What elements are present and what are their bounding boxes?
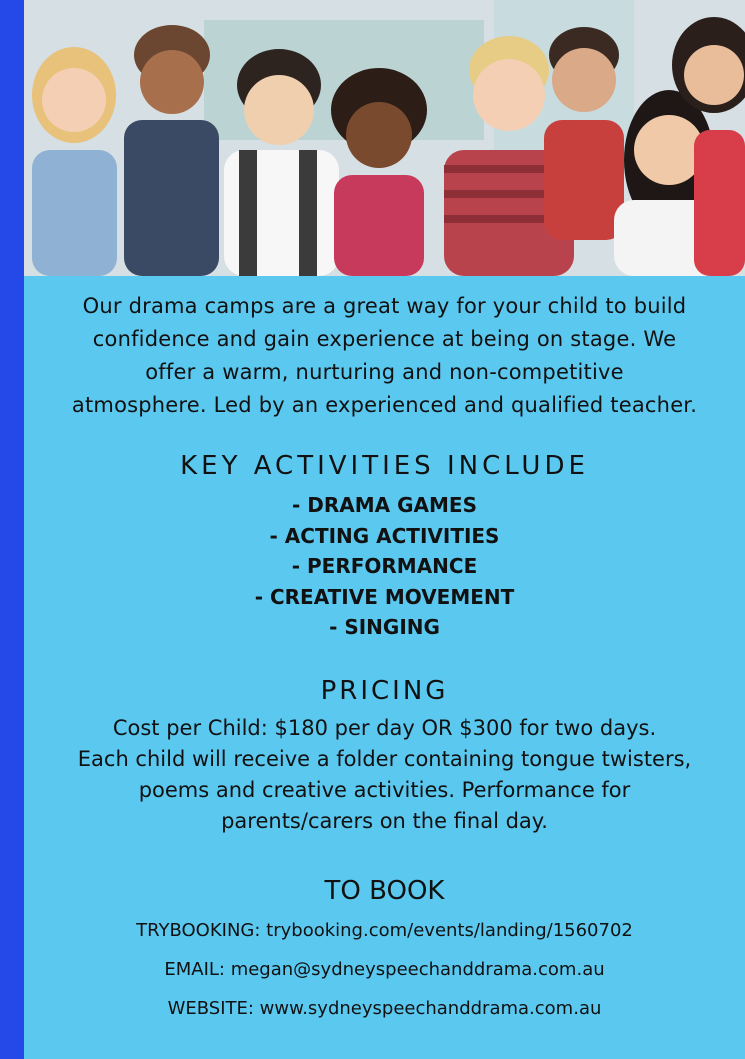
intro-line: atmosphere. Led by an experienced and qualified teacher.	[71, 393, 698, 417]
pricing-line: poems and creative activities. Performance for	[138, 777, 631, 802]
activity-dash: -	[269, 523, 285, 548]
trybooking-link[interactable]: TRYBOOKING: trybooking.com/events/landing/1560702	[136, 919, 633, 941]
intro-line: offer a warm, nurturing and non-competitive	[145, 360, 624, 384]
children-illustration	[24, 0, 745, 276]
pricing-line: Cost per Child: $180 per day OR $300 for two days.	[112, 715, 657, 740]
children-group-photo	[24, 0, 745, 276]
activity-label: DRAMA GAMES	[307, 493, 477, 517]
email-link[interactable]: EMAIL: megan@sydneyspeechanddrama.com.au	[164, 958, 605, 980]
activity-label: PERFORMANCE	[307, 554, 478, 578]
website-link[interactable]: WEBSITE: www.sydneyspeechanddrama.com.au	[167, 997, 602, 1019]
intro-line: confidence and gain experience at being on stage. We	[92, 327, 677, 351]
intro-line: Our drama camps are a great way for your child to build	[82, 294, 687, 318]
pricing-heading: PRICING	[320, 675, 449, 706]
pricing-paragraph	[24, 713, 745, 837]
activity-item	[24, 490, 745, 521]
accent-bar	[0, 0, 24, 1059]
activity-label: ACTING ACTIVITIES	[284, 523, 500, 548]
activity-item	[24, 612, 745, 643]
flyer-content	[24, 276, 745, 1028]
booking-heading: TO BOOK	[324, 875, 445, 906]
pricing-line: parents/carers on the final day.	[221, 808, 548, 833]
activity-dash: -	[292, 493, 308, 517]
activity-label: CREATIVE MOVEMENT	[269, 584, 515, 609]
pricing-line: Each child will receive a folder containing tongue twisters,	[77, 746, 692, 771]
activity-dash: -	[329, 615, 345, 639]
activity-item	[24, 551, 745, 582]
activity-label: SINGING	[344, 615, 440, 639]
activities-list	[24, 490, 745, 643]
activity-dash: -	[291, 554, 307, 578]
activity-item	[24, 521, 745, 552]
activity-item	[24, 582, 745, 613]
intro-paragraph	[24, 290, 745, 422]
activities-heading: KEY ACTIVITIES INCLUDE	[180, 451, 589, 481]
activity-dash: -	[254, 584, 270, 609]
